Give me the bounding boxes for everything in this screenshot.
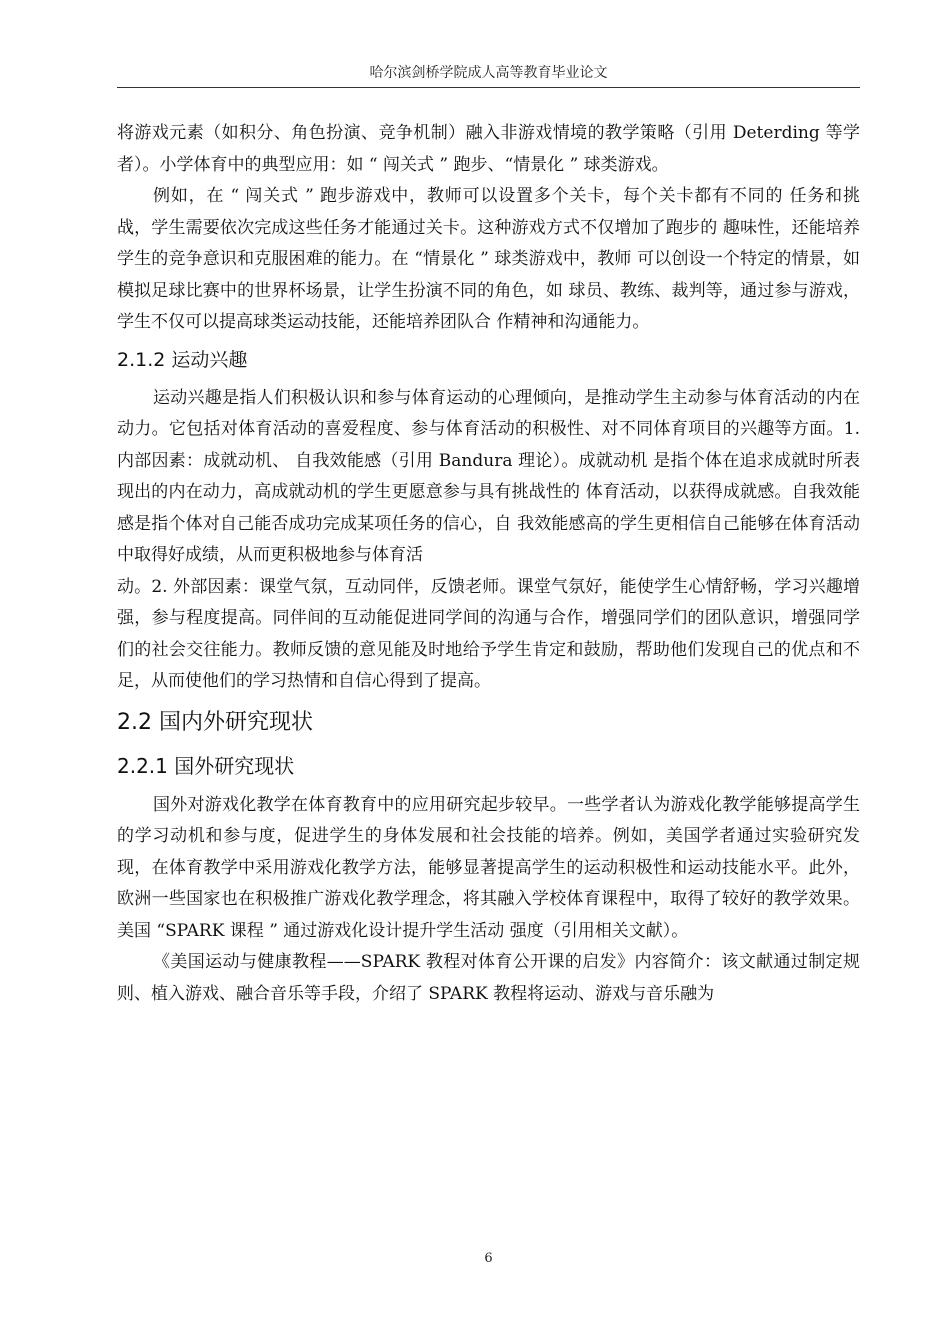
page-number: 6 xyxy=(484,1251,493,1266)
header-divider xyxy=(117,87,860,88)
page-body xyxy=(117,118,860,1010)
section-heading-2-1-2: 2.1.2 运动兴趣 xyxy=(117,348,248,371)
paragraph-gamification-definition: 将游戏元素（如积分、角色扮演、竞争机制）融入非游戏情境的教学策略（引用 Deterding 等学者）。小学体育中的典型应用：如 “ 闯关式 ” 跑步、“情景化 ” 球类游戏。 xyxy=(117,123,860,175)
section-heading-2-2: 2.2 国内外研究现状 xyxy=(117,709,313,735)
paragraph-spark-reference: 《美国运动与健康教程——SPARK 教程对体育公开课的启发》内容简介：该文献通过制定规则、植入游戏、融合音乐等手段，介绍了 SPARK 教程将运动、游戏与音乐融为 xyxy=(117,952,860,1004)
paragraph-foreign-research: 国外对游戏化教学在体育教育中的应用研究起步较早。一些学者认为游戏化教学能够提高学生的学习动机和参与度，促进学生的身体发展和社会技能的培养。例如，美国学者通过实验研究发现，在体育教学中采用游戏化教学方法，能够显著提高学生的运动积极性和运动技能水平。此外，欧洲一些国家也在积极推广游戏化教学理念，将其融入学校体育课程中，取得了较好的教学效果。美国 “SPARK 课程 ” 通过游戏化设计提升学生活动 强度（引用相关文献）。 xyxy=(117,794,860,941)
paragraph-sport-interest: 运动兴趣是指人们积极认识和参与体育运动的心理倾向，是推动学生主动参与体育活动的内在动力。它包括对体育活动的喜爱程度、参与体育活动的积极性、对不同体育项目的兴趣等方面。1. 内部因素：成就动机、 自我效能感（引用 Bandura 理论）。成就动机 是指个体在追求成就时所表现出的内在动力，高成就动机的学生更愿意参与具有挑战性的 体育活动，以获得成就感。自我效能感是指个体对自己能否成功完成某项任务的信心，自 我效能感高的学生更相信自己能够在体育活动中取得好成绩，从而更积极地参与体育活 xyxy=(117,387,860,565)
paragraph-external-factors: 动。2. 外部因素：课堂气氛，互动同伴，反馈老师。课堂气氛好，能使学生心情舒畅，学习兴趣增强，参与程度提高。同伴间的互动能促进同学间的沟通与合作，增强同学们的团队意识，增强同学们的社会交往能力。教师反馈的意见能及时地给予学生肯定和鼓励，帮助他们发现自己的优点和不足，从而使他们的学习热情和自信心得到了提高。 xyxy=(117,576,860,691)
section-heading-2-2-1: 2.2.1 国外研究现状 xyxy=(117,753,295,778)
running-header: 哈尔滨剑桥学院成人高等教育毕业论文 xyxy=(369,65,608,81)
paragraph-gamification-examples: 例如，在 “ 闯关式 ” 跑步游戏中，教师可以设置多个关卡，每个关卡都有不同的 任务和挑战，学生需要依次完成这些任务才能通过关卡。这种游戏方式不仅增加了跑步的 趣味性，还能培养学生的竞争意识和克服困难的能力。在 “情景化 ” 球类游戏中，教师 可以创设一个特定的情景，如模拟足球比赛中的世界杯场景，让学生扮演不同的角色，如 球员、教练、裁判等，通过参与游戏，学生不仅可以提高球类运动技能，还能培养团队合 作精神和沟通能力。 xyxy=(117,186,860,332)
